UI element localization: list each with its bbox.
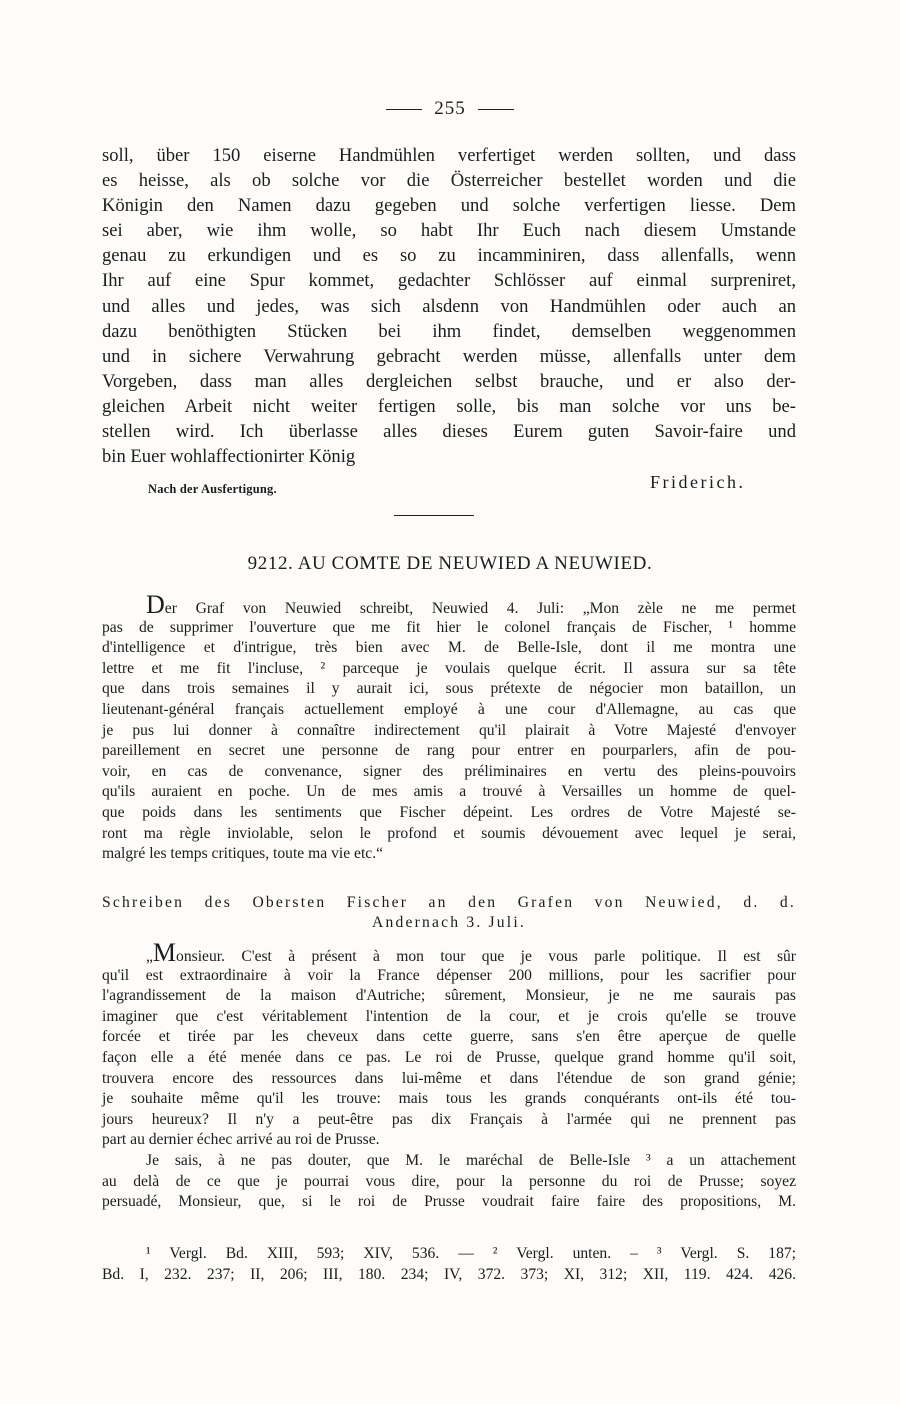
intro-line: qu'ils auraient en poche. Un de mes amis a trouvé à Versailles un homme de quel- bbox=[102, 783, 796, 801]
intro-line: voir, en cas de convenance, signer des préliminaires en vertu des pleins-pouvoirs bbox=[102, 762, 796, 780]
fischer-line: jours heureux? Il n'y a peut-être pas dix Français à l'armée qui ne prennent pas bbox=[102, 1110, 796, 1128]
fischer-letter bbox=[102, 938, 796, 1213]
letter-line: Königin den Namen dazu gegeben und solche verfertigen liesse. Dem bbox=[102, 195, 796, 217]
letter-line: soll, über 150 eiserne Handmühlen verfertiget werden sollten, und dass bbox=[102, 145, 796, 166]
intro-dropcap: D bbox=[146, 590, 165, 619]
intro-line: que poids dans les sentiments que Fischer dépeint. Les ordres de Votre Majesté se- bbox=[102, 803, 796, 821]
letter-line: Ihr auf eine Spur kommet, gedachter Schlösser auf einmal surpreniret, bbox=[102, 270, 796, 292]
fischer-line: qu'il est extraordinaire à voir la France dépenser 200 millions, pour les sacrifier pour bbox=[102, 966, 796, 984]
letter-line: dazu benöthigten Stücken bei ihm findet, demselben weggenommen bbox=[102, 320, 796, 342]
intro-line: pareillement en secret une personne de rang pour entrer en pourparlers, afin de pou- bbox=[102, 742, 796, 760]
source-note: Nach der Ausfertigung. bbox=[148, 482, 277, 496]
subheading-line-1: Schreiben des Obersten Fischer an den Grafen von Neuwied, d. d. bbox=[102, 894, 796, 911]
fischer-para2-line: persuadé, Monsieur, que, si le roi de Prusse voudrait faire faire des propositions, M. bbox=[102, 1193, 796, 1211]
fischer-para2-first-line: Je sais, à ne pas douter, que M. le maréchal de Belle-Isle ³ a un attachement bbox=[146, 1151, 796, 1169]
signature: Friderich. bbox=[650, 472, 746, 492]
fischer-opening-quote: „ bbox=[146, 948, 153, 965]
letter-line: stellen wird. Ich überlasse alles dieses Eurem guten Savoir-faire und bbox=[102, 421, 796, 443]
section-divider bbox=[394, 515, 474, 516]
intro-line: lieutenant-général français actuellement employé à une cour d'Allemagne, au cas que bbox=[102, 700, 796, 718]
intro-first-line-text: er Graf von Neuwied schreibt, Neuwied 4. Juli: „Mon zèle ne me permet bbox=[164, 600, 796, 617]
letter-line: bin Euer wohlaffectionirter König bbox=[102, 446, 356, 468]
footnote-line-1: ¹ Vergl. Bd. XIII, 593; XIV, 536. — ² Vergl. unten. – ³ Vergl. S. 187; bbox=[146, 1245, 796, 1262]
fischer-line: trouvera encore des ressources dans lui-même et dans l'étendue de son grand génie; bbox=[102, 1069, 796, 1087]
page-number-rule-left bbox=[386, 109, 422, 110]
footnotes bbox=[102, 1243, 796, 1285]
document-heading: 9212. AU COMTE DE NEUWIED A NEUWIED. bbox=[247, 553, 653, 574]
intro-line: d'intelligence et d'intrigue, très bien avec M. de Belle-Isle, dont il me montra une bbox=[102, 639, 796, 657]
fischer-line: imaginer que c'est véritablement l'intention de la cour, et je crois qu'elle se trouve bbox=[102, 1007, 796, 1025]
letter-subheading bbox=[102, 893, 796, 933]
intro-first-line bbox=[102, 590, 796, 619]
letter-line: es heisse, als ob solche vor die Österreicher bestellet worden und die bbox=[102, 170, 796, 192]
fischer-line: l'agrandissement de la maison d'Autriche; sûrement, Monsieur, je ne me saurais pas bbox=[102, 987, 796, 1005]
fischer-dropcap: M bbox=[152, 938, 177, 967]
fischer-para2-line: au delà de ce que je pourrai vous dire, pour la personne du roi de Prusse; soyez bbox=[102, 1172, 796, 1190]
footnote-line-2: Bd. I, 232. 237; II, 206; III, 180. 234; IV, 372. 373; XI, 312; XII, 119. 424. 426. bbox=[102, 1266, 796, 1283]
letter-line: gleichen Arbeit nicht weiter fertigen solle, bis man solche vor uns be- bbox=[102, 395, 796, 417]
fischer-line: forcée et tirée par les cheveux dans cette guerre, sans s'en être aperçue de quelle bbox=[102, 1028, 796, 1046]
letter-line: und in sichere Verwahrung gebracht werden müsse, allenfalls unter dem bbox=[102, 345, 796, 367]
page-number-line bbox=[0, 98, 900, 120]
subheading-line-2: Andernach 3. Juli. bbox=[372, 914, 526, 931]
fischer-first-line bbox=[102, 938, 796, 967]
fischer-line: façon elle a été menée dans ce pas. Le roi de Prusse, quelque grand homme qu'il soit, bbox=[102, 1048, 796, 1066]
intro-line: malgré les temps critiques, toute ma vie etc.“ bbox=[102, 845, 384, 863]
letter-line: und alles und jedes, was sich alsdenn von Handmühlen oder auch an bbox=[102, 295, 796, 317]
fischer-line: je souhaite même qu'il les trouve: mais tous les grands conquérants ont-ils été tou- bbox=[102, 1090, 796, 1108]
intro-line: pas de supprimer l'ouverture que me fit hier le colonel français de Fischer, ¹ homme bbox=[102, 618, 796, 636]
intro-line: ront ma règle inviolable, selon le profond et soumis dévouement avec lequel je serai, bbox=[102, 824, 796, 842]
letter-line: sei aber, wie ihm wolle, so habt Ihr Euch nach diesem Umstande bbox=[102, 220, 796, 242]
intro-paragraph bbox=[102, 590, 796, 865]
intro-line: que dans trois semaines il y aurait ici, sous prétexte de négocier mon bataillon, un bbox=[102, 680, 796, 698]
page-number: 255 bbox=[434, 98, 466, 119]
intro-line: lettre et me fit l'incluse, ² parceque je voulais quelque écrit. Il assura sur sa tête bbox=[102, 659, 796, 677]
fischer-first-line-text: onsieur. C'est à présent à mon tour que je vous parle politique. Il est sûr bbox=[176, 948, 796, 965]
letter-line: genau zu erkundigen und es so zu incamminiren, dass allenfalls, wenn bbox=[102, 245, 796, 267]
letter-line: Vorgeben, dass man alles dergleichen selbst brauche, und er also der- bbox=[102, 370, 796, 392]
fischer-line: part au dernier échec arrivé au roi de Prusse. bbox=[102, 1131, 380, 1149]
page-number-rule-right bbox=[478, 109, 514, 110]
intro-line: je pus lui donner à connaître indirectement qu'il plairait à Votre Majesté d'envoyer bbox=[102, 721, 796, 739]
letter-text bbox=[102, 143, 796, 469]
